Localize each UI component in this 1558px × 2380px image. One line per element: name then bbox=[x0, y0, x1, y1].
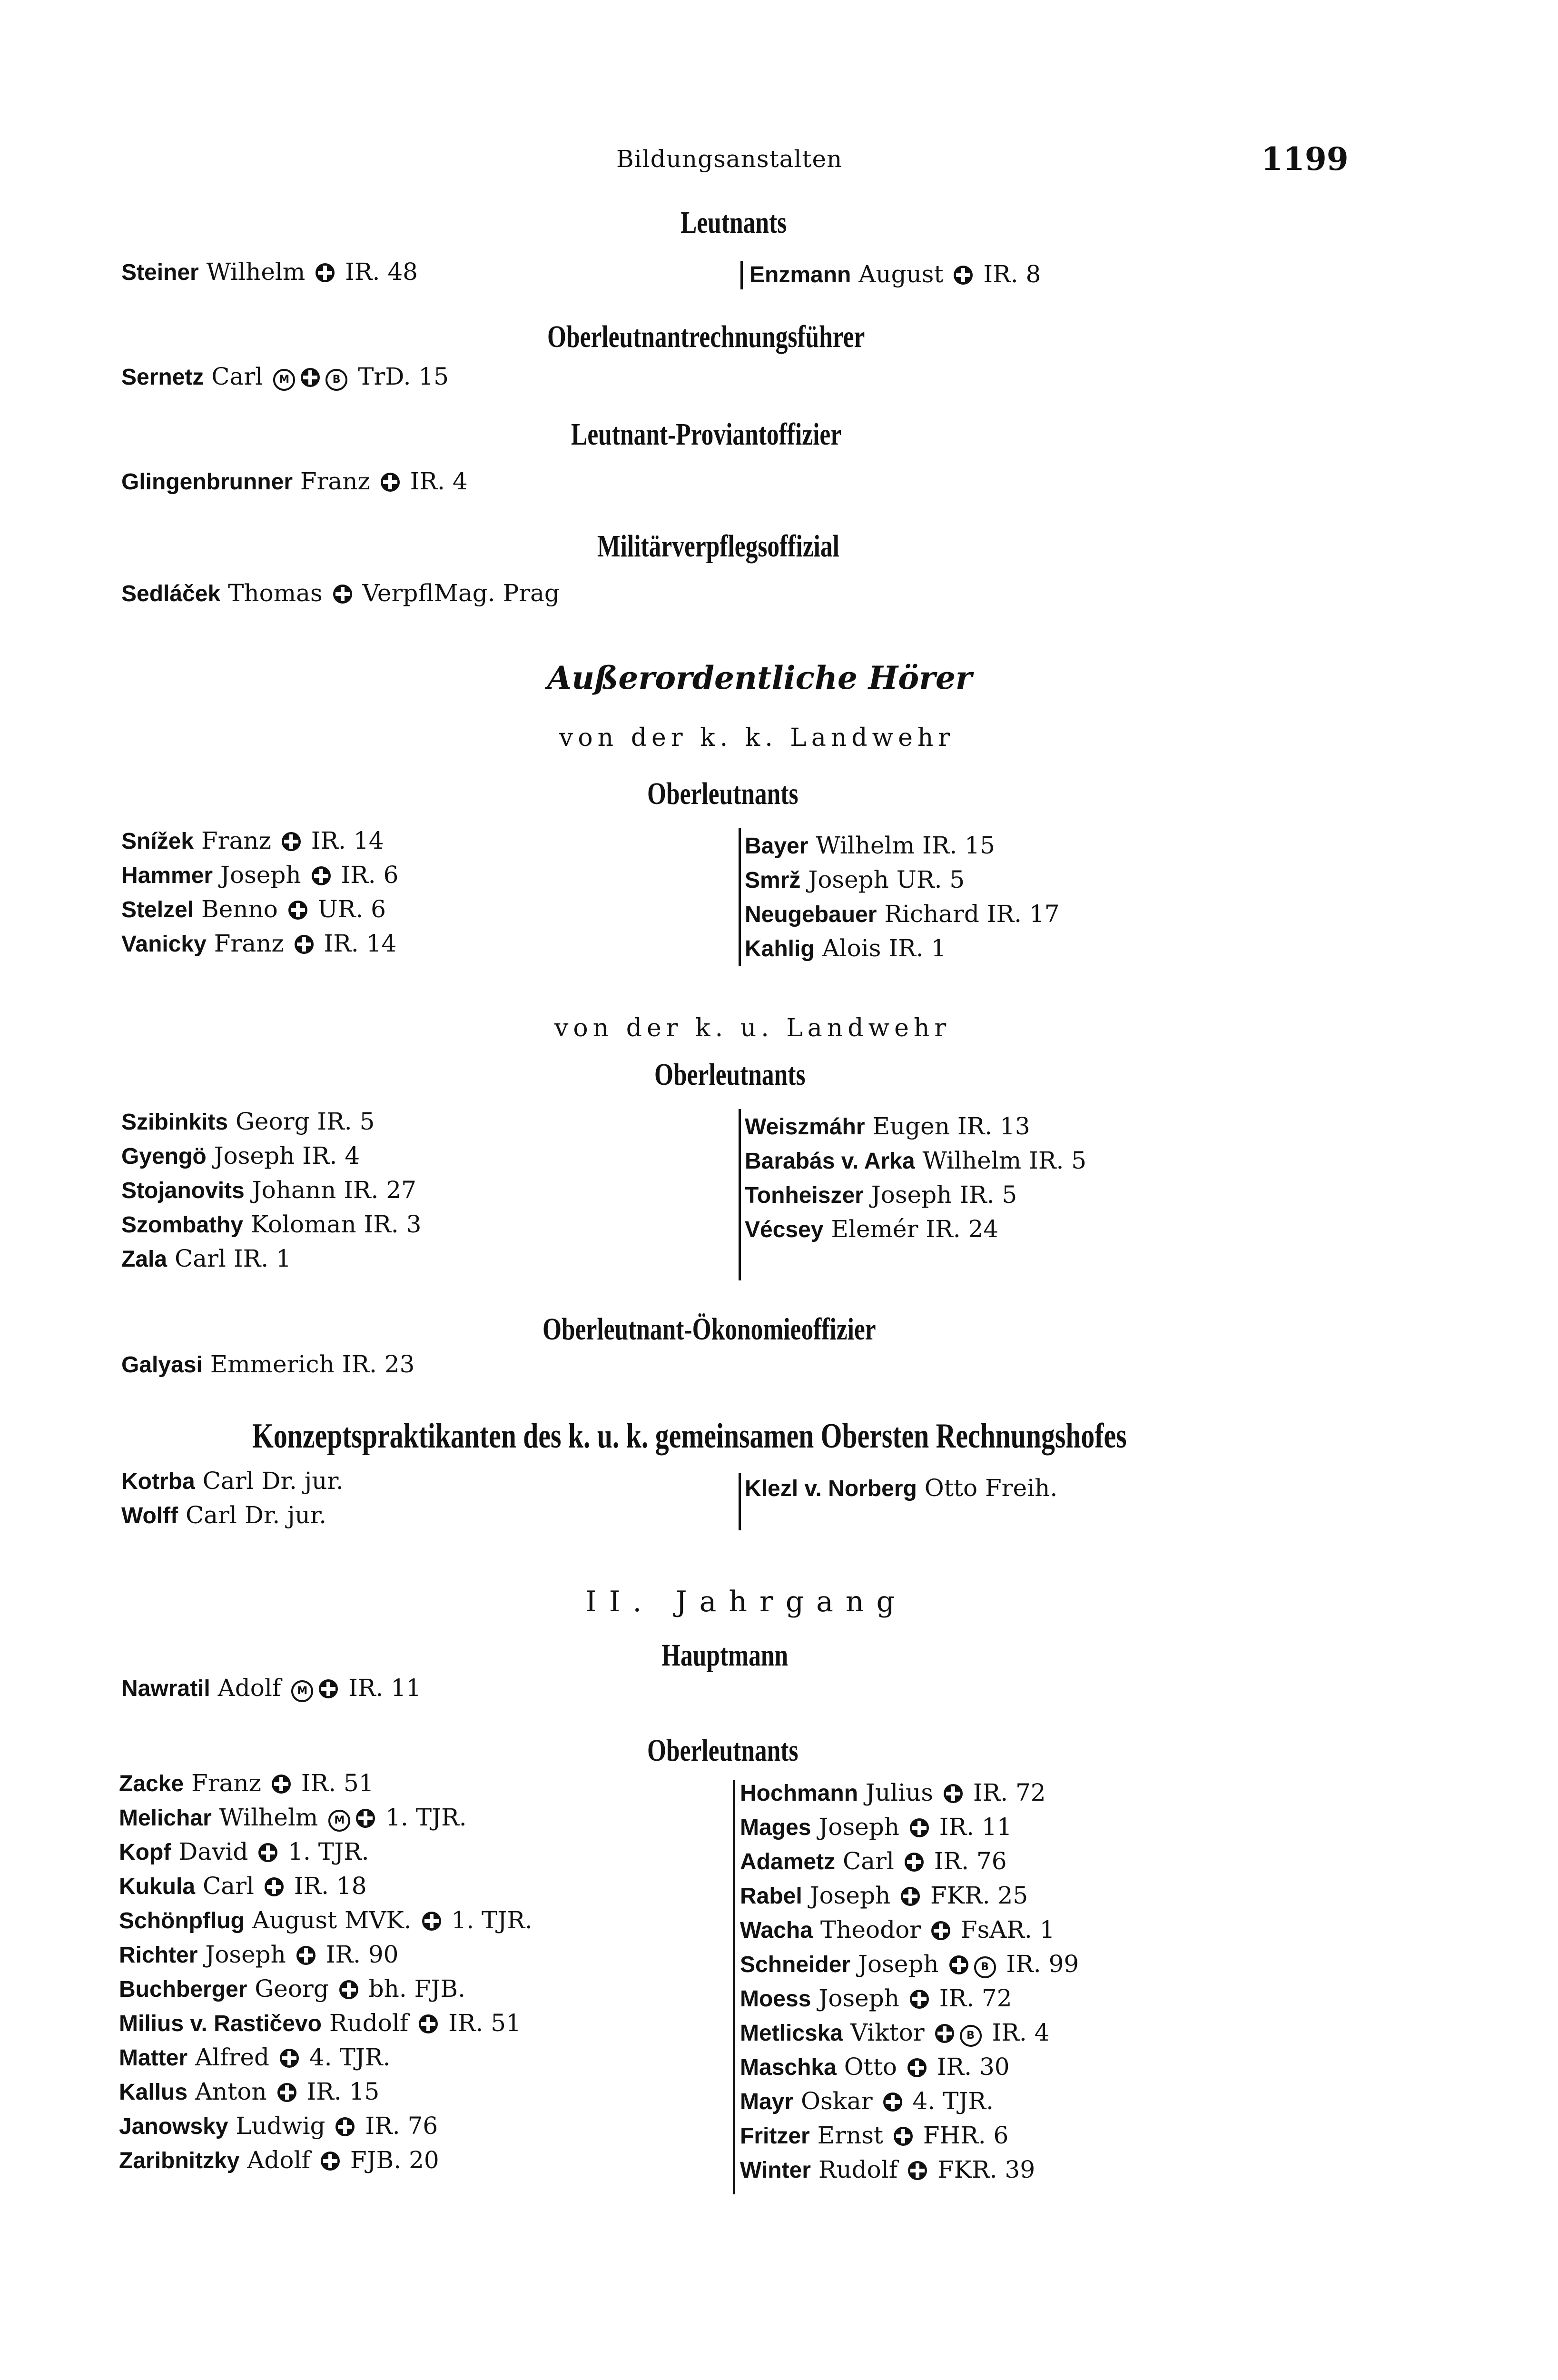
bronze-medal-badge-icon: B bbox=[974, 1956, 996, 1978]
entry-unit: VerpflMag. Prag bbox=[355, 579, 560, 607]
list-entry bbox=[740, 2084, 1079, 2118]
entry-given-name: Theodor bbox=[820, 1916, 921, 1944]
entry-surname: Hochmann bbox=[740, 1781, 858, 1806]
list-entry bbox=[745, 897, 1060, 931]
list-entry bbox=[119, 2006, 532, 2040]
entry-surname: Rabel bbox=[740, 1884, 802, 1909]
list-entry bbox=[119, 1869, 532, 1903]
entry-given-name: Oskar bbox=[800, 2087, 873, 2115]
list-entry bbox=[119, 1800, 532, 1835]
heading-leutnant-proviantoffizier: Leutnant-Proviantoffizier bbox=[571, 417, 842, 452]
entry-given-name: Carl bbox=[202, 1872, 254, 1900]
entry-unit: FKR. 39 bbox=[930, 2156, 1035, 2183]
list-entry bbox=[119, 2040, 532, 2074]
entry-unit: IR. 8 bbox=[976, 260, 1041, 288]
entry-given-name: Franz bbox=[214, 930, 284, 957]
list-entry bbox=[740, 1981, 1079, 2015]
entry-unit: IR. 1 bbox=[888, 934, 947, 962]
heading-oberleutnantrechnungsfuehrer: Oberleutnantrechnungsführer bbox=[547, 319, 865, 354]
list-entry bbox=[121, 576, 560, 610]
list-kk-right bbox=[745, 828, 1060, 965]
list-entry bbox=[121, 464, 468, 498]
cross-decoration-icon bbox=[301, 368, 320, 387]
entry-unit: 4. TJR. bbox=[905, 2087, 994, 2115]
entry-given-name: Benno bbox=[201, 895, 278, 923]
heading-ausserordentliche-hoerer: Außerordentliche Hörer bbox=[547, 659, 972, 696]
list-oberleutnants-left bbox=[119, 1766, 532, 2177]
entry-surname: Klezl v. Norberg bbox=[745, 1476, 917, 1501]
entry-surname: Stojanovits bbox=[121, 1178, 245, 1203]
entry-given-name: Alfred bbox=[195, 2043, 270, 2071]
list-entry bbox=[745, 1471, 1057, 1505]
entry-unit: FJB. 20 bbox=[342, 2146, 439, 2174]
cross-decoration-icon bbox=[258, 1843, 277, 1862]
entry-given-name: Carl bbox=[211, 363, 263, 390]
entry-surname: Sernetz bbox=[121, 365, 204, 390]
entry-unit: 1. TJR. bbox=[444, 1906, 532, 1934]
entry-given-name: Rudolf bbox=[329, 2009, 409, 2037]
entry-given-name: Joseph bbox=[220, 861, 301, 889]
entry-surname: Maschka bbox=[740, 2055, 837, 2080]
entry-surname: Buchberger bbox=[119, 1977, 247, 2002]
entry-surname: Szombathy bbox=[121, 1212, 244, 1238]
list-entry bbox=[740, 1878, 1079, 1913]
list-entry bbox=[745, 1143, 1086, 1178]
entry-surname: Milius v. Rastičevo bbox=[119, 2011, 322, 2036]
list-entry bbox=[740, 2015, 1079, 2050]
entry-surname: Zacke bbox=[119, 1771, 184, 1796]
cross-decoration-icon bbox=[312, 866, 331, 885]
entry-given-name: Otto bbox=[924, 1474, 978, 1502]
list-entry bbox=[740, 1947, 1079, 1981]
entry-unit: bh. FJB. bbox=[361, 1975, 466, 2003]
entry-unit: IR. 5 bbox=[1029, 1147, 1087, 1174]
entry-given-name: Julius bbox=[865, 1779, 934, 1806]
subheading-ku-landwehr: von der k. u. Landwehr bbox=[554, 1014, 951, 1042]
entry-unit: IR. 76 bbox=[926, 1847, 1007, 1875]
entry-unit: IR. 11 bbox=[931, 1813, 1012, 1841]
entry-surname: Stelzel bbox=[121, 897, 194, 922]
list-entry bbox=[745, 931, 1060, 965]
cross-decoration-icon bbox=[319, 1679, 338, 1698]
entry-unit: IR. 6 bbox=[333, 861, 399, 889]
entry-given-name: Wilhelm bbox=[219, 1804, 318, 1831]
entry-given-name: Joseph bbox=[858, 1950, 939, 1978]
cross-decoration-icon bbox=[910, 1818, 929, 1837]
entry-unit: Freih. bbox=[985, 1474, 1058, 1502]
entry-given-name: Johann bbox=[252, 1176, 336, 1204]
entry-given-name: Ernst bbox=[817, 2122, 883, 2149]
entry-unit: FKR. 25 bbox=[923, 1882, 1028, 1909]
entry-surname: Kopf bbox=[119, 1840, 171, 1865]
list-ku-right bbox=[745, 1109, 1086, 1246]
entry-unit: IR. 3 bbox=[364, 1210, 422, 1238]
heading-oberleutnants-ku: Oberleutnants bbox=[654, 1057, 806, 1092]
entry-surname: Gyengö bbox=[121, 1144, 207, 1169]
cross-decoration-icon bbox=[272, 1775, 291, 1794]
military-merit-badge-icon: M bbox=[328, 1810, 350, 1832]
entry-surname: Metlicska bbox=[740, 2021, 843, 2046]
list-entry bbox=[121, 892, 398, 926]
cross-decoration-icon bbox=[296, 1946, 316, 1965]
entry-surname: Schneider bbox=[740, 1952, 851, 1977]
entry-given-name: Viktor bbox=[850, 2019, 925, 2046]
list-rechnungsfuehrer bbox=[121, 359, 449, 394]
entry-unit: UR. 5 bbox=[896, 866, 965, 893]
entry-unit: IR. 76 bbox=[357, 2112, 438, 2140]
entry-given-name: Joseph bbox=[818, 1984, 899, 2012]
cross-decoration-icon bbox=[894, 2127, 913, 2146]
entry-unit: FsAR. 1 bbox=[953, 1916, 1055, 1944]
entry-unit: IR. 72 bbox=[931, 1984, 1012, 2012]
entry-surname: Adametz bbox=[740, 1849, 836, 1874]
list-entry bbox=[740, 1913, 1079, 1947]
entry-unit: IR. 48 bbox=[337, 258, 418, 286]
entry-given-name: Franz bbox=[300, 467, 370, 495]
cross-decoration-icon bbox=[316, 263, 335, 282]
entry-unit: IR. 15 bbox=[922, 832, 995, 859]
list-leutnants-left bbox=[121, 255, 418, 289]
entry-given-name: Richard bbox=[884, 900, 979, 928]
entry-surname: Janowsky bbox=[119, 2114, 228, 2139]
military-merit-badge-icon: M bbox=[273, 369, 295, 391]
column-divider bbox=[739, 828, 741, 966]
entry-unit: IR. 99 bbox=[998, 1950, 1079, 1978]
entry-surname: Kallus bbox=[119, 2080, 188, 2105]
entry-given-name: Elemér bbox=[831, 1215, 918, 1243]
list-entry bbox=[121, 1139, 421, 1173]
entry-given-name: David bbox=[178, 1838, 248, 1865]
column-divider bbox=[739, 1473, 741, 1530]
entry-given-name: Wilhelm bbox=[922, 1147, 1022, 1174]
column-divider bbox=[733, 1780, 735, 2194]
entry-unit: TrD. 15 bbox=[350, 363, 449, 390]
cross-decoration-icon bbox=[908, 2161, 927, 2180]
entry-extra: MVK. bbox=[345, 1906, 412, 1934]
entry-surname: Wacha bbox=[740, 1918, 813, 1943]
entry-unit: IR. 13 bbox=[957, 1112, 1030, 1140]
entry-unit: IR. 5 bbox=[317, 1108, 375, 1135]
list-entry bbox=[740, 1810, 1079, 1844]
page-number: 1199 bbox=[1261, 140, 1349, 178]
subheading-kk-landwehr: von der k. k. Landwehr bbox=[559, 724, 955, 752]
cross-decoration-icon bbox=[905, 1853, 924, 1872]
entry-given-name: Adolf bbox=[217, 1674, 281, 1702]
running-header: Bildungsanstalten bbox=[616, 145, 843, 173]
cross-decoration-icon bbox=[265, 1877, 284, 1896]
entry-unit: IR. 27 bbox=[344, 1176, 416, 1204]
entry-surname: Moess bbox=[740, 1986, 811, 2012]
list-entry bbox=[121, 1207, 421, 1241]
entry-given-name: Joseph bbox=[214, 1142, 295, 1170]
bronze-medal-badge-icon: B bbox=[325, 369, 347, 391]
entry-given-name: Emmerich bbox=[210, 1350, 335, 1378]
entry-surname: Kahlig bbox=[745, 936, 815, 962]
list-konzeptspraktikanten-left bbox=[121, 1464, 344, 1532]
cross-decoration-icon bbox=[381, 473, 400, 492]
cross-decoration-icon bbox=[935, 2024, 954, 2043]
list-entry bbox=[740, 1775, 1079, 1810]
list-entry bbox=[745, 863, 1060, 897]
entry-surname: Nawratil bbox=[121, 1676, 210, 1701]
list-leutnants-right bbox=[749, 257, 1041, 291]
entry-surname: Enzmann bbox=[749, 262, 851, 288]
entry-given-name: Otto bbox=[844, 2053, 897, 2081]
list-konzeptspraktikanten-right bbox=[745, 1471, 1057, 1505]
list-entry bbox=[740, 2050, 1079, 2084]
entry-surname: Mages bbox=[740, 1815, 811, 1840]
entry-given-name: Joseph bbox=[808, 866, 889, 893]
cross-decoration-icon bbox=[422, 1912, 441, 1931]
entry-unit: IR. 4 bbox=[984, 2019, 1050, 2046]
list-oberleutnants-right bbox=[740, 1775, 1079, 2187]
entry-surname: Steiner bbox=[121, 260, 199, 285]
cross-decoration-icon bbox=[944, 1784, 963, 1803]
list-entry bbox=[119, 1937, 532, 1972]
entry-unit: IR. 51 bbox=[441, 2009, 521, 2037]
entry-given-name: Georg bbox=[255, 1975, 329, 2003]
entry-unit: 1. TJR. bbox=[280, 1838, 369, 1865]
list-entry bbox=[121, 926, 398, 961]
cross-decoration-icon bbox=[954, 266, 973, 285]
list-entry bbox=[745, 1178, 1086, 1212]
entry-unit: IR. 51 bbox=[293, 1769, 374, 1797]
entry-surname: Snížek bbox=[121, 829, 194, 854]
list-entry bbox=[121, 255, 418, 289]
list-entry bbox=[121, 1498, 344, 1532]
list-entry bbox=[119, 1835, 532, 1869]
list-entry bbox=[745, 1212, 1086, 1246]
entry-unit: IR. 30 bbox=[929, 2053, 1010, 2081]
entry-surname: Winter bbox=[740, 2158, 811, 2183]
entry-surname: Matter bbox=[119, 2045, 188, 2071]
entry-unit: IR. 11 bbox=[341, 1674, 421, 1702]
cross-decoration-icon bbox=[910, 1990, 929, 2009]
entry-surname: Mayr bbox=[740, 2089, 794, 2114]
entry-surname: Sedláček bbox=[121, 581, 221, 606]
entry-unit: Dr. jur. bbox=[244, 1501, 327, 1529]
entry-given-name: Carl bbox=[185, 1501, 237, 1529]
entry-surname: Fritzer bbox=[740, 2123, 810, 2149]
list-oekonomieoffizier bbox=[121, 1347, 414, 1381]
entry-given-name: Koloman bbox=[250, 1210, 356, 1238]
heading-oberleutnant-oekonomieoffizier: Oberleutnant-Ökonomieoffizier bbox=[542, 1312, 876, 1347]
list-entry bbox=[121, 1464, 344, 1498]
entry-given-name: Joseph bbox=[871, 1181, 952, 1209]
cross-decoration-icon bbox=[280, 2049, 299, 2068]
entry-unit: IR. 15 bbox=[299, 2078, 380, 2105]
entry-surname: Smrž bbox=[745, 868, 801, 893]
entry-surname: Zaribnitzky bbox=[119, 2148, 240, 2173]
list-hauptmann bbox=[121, 1671, 421, 1705]
entry-surname: Barabás v. Arka bbox=[745, 1149, 915, 1174]
list-entry bbox=[119, 2074, 532, 2109]
cross-decoration-icon bbox=[288, 901, 307, 920]
entry-surname: Neugebauer bbox=[745, 902, 877, 927]
list-entry bbox=[745, 1109, 1086, 1143]
entry-surname: Melichar bbox=[119, 1805, 212, 1831]
entry-unit: IR. 4 bbox=[302, 1142, 360, 1170]
entry-given-name: Franz bbox=[201, 827, 271, 854]
entry-unit: IR. 18 bbox=[286, 1872, 367, 1900]
entry-surname: Vécsey bbox=[745, 1217, 824, 1242]
heading-oberleutnants-jahrgang2: Oberleutnants bbox=[647, 1733, 799, 1768]
entry-given-name: Anton bbox=[195, 2078, 267, 2105]
entry-unit: IR. 90 bbox=[318, 1941, 399, 1968]
entry-unit: IR. 72 bbox=[965, 1779, 1046, 1806]
entry-given-name: Carl bbox=[174, 1245, 226, 1272]
cross-decoration-icon bbox=[333, 585, 352, 604]
list-entry bbox=[121, 823, 398, 858]
list-entry bbox=[740, 1844, 1079, 1878]
list-entry bbox=[119, 1903, 532, 1937]
entry-surname: Galyasi bbox=[121, 1352, 203, 1378]
entry-surname: Kotrba bbox=[121, 1469, 195, 1494]
cross-decoration-icon bbox=[277, 2083, 296, 2102]
list-entry bbox=[740, 2118, 1079, 2152]
entry-surname: Weiszmáhr bbox=[745, 1114, 865, 1140]
cross-decoration-icon bbox=[339, 1980, 358, 1999]
list-kk-left bbox=[121, 823, 398, 961]
entry-given-name: August bbox=[858, 260, 944, 288]
cross-decoration-icon bbox=[883, 2092, 902, 2112]
entry-given-name: Wilhelm bbox=[206, 258, 306, 286]
cross-decoration-icon bbox=[321, 2152, 340, 2171]
entry-surname: Zala bbox=[121, 1247, 168, 1272]
cross-decoration-icon bbox=[901, 1887, 920, 1906]
cross-decoration-icon bbox=[949, 1955, 968, 1974]
entry-surname: Vanicky bbox=[121, 932, 207, 957]
heading-konzeptspraktikanten: Konzeptspraktikanten des k. u. k. gemeinsamen Obersten Rechnungshofes bbox=[252, 1417, 1127, 1456]
entry-given-name: Alois bbox=[822, 934, 881, 962]
entry-given-name: Adolf bbox=[247, 2146, 311, 2174]
entry-unit: IR. 4 bbox=[402, 467, 468, 495]
entry-given-name: Joseph bbox=[809, 1882, 891, 1909]
cross-decoration-icon bbox=[295, 935, 314, 954]
entry-surname: Hammer bbox=[121, 863, 213, 888]
list-entry bbox=[121, 1241, 421, 1276]
list-entry bbox=[749, 257, 1041, 291]
entry-given-name: Eugen bbox=[872, 1112, 950, 1140]
entry-surname: Szibinkits bbox=[121, 1110, 228, 1135]
entry-unit: 1. TJR. bbox=[378, 1804, 467, 1831]
list-entry bbox=[119, 2143, 532, 2177]
entry-surname: Glingenbrunner bbox=[121, 469, 293, 495]
entry-surname: Wolff bbox=[121, 1503, 178, 1528]
cross-decoration-icon bbox=[931, 1921, 950, 1940]
heading-oberleutnants-kk: Oberleutnants bbox=[647, 776, 799, 811]
military-merit-badge-icon: M bbox=[291, 1680, 313, 1702]
entry-surname: Schönpflug bbox=[119, 1908, 245, 1934]
cross-decoration-icon bbox=[356, 1809, 375, 1828]
list-entry bbox=[121, 858, 398, 892]
entry-unit: IR. 5 bbox=[959, 1181, 1017, 1209]
entry-unit: FHR. 6 bbox=[915, 2122, 1009, 2149]
list-entry bbox=[119, 1972, 532, 2006]
entry-surname: Kukula bbox=[119, 1874, 196, 1899]
entry-given-name: Thomas bbox=[228, 579, 323, 607]
entry-unit: IR. 23 bbox=[342, 1350, 415, 1378]
cross-decoration-icon bbox=[419, 2014, 438, 2033]
list-entry bbox=[121, 1104, 421, 1139]
list-ku-left bbox=[121, 1104, 421, 1276]
list-entry bbox=[740, 2152, 1079, 2187]
entry-given-name: Ludwig bbox=[236, 2112, 325, 2140]
entry-unit: IR. 1 bbox=[233, 1245, 291, 1272]
list-entry bbox=[745, 828, 1060, 863]
entry-given-name: Carl bbox=[842, 1847, 894, 1875]
list-entry bbox=[119, 2109, 532, 2143]
list-verpflegsoffizial bbox=[121, 576, 560, 610]
cross-decoration-icon bbox=[335, 2117, 355, 2136]
list-entry bbox=[119, 1766, 532, 1800]
entry-unit: 4. TJR. bbox=[301, 2043, 391, 2071]
list-entry bbox=[121, 1347, 414, 1381]
cross-decoration-icon bbox=[907, 2058, 927, 2077]
entry-given-name: Joseph bbox=[818, 1813, 899, 1841]
list-entry bbox=[121, 1173, 421, 1207]
heading-jahrgang: II. Jahrgang bbox=[585, 1585, 907, 1618]
entry-surname: Tonheiszer bbox=[745, 1183, 864, 1208]
entry-unit: IR. 14 bbox=[303, 827, 384, 854]
heading-leutnants: Leutnants bbox=[680, 205, 787, 240]
heading-militaerverpflegsoffizial: Militärverpflegsoffizial bbox=[597, 529, 839, 564]
entry-given-name: Georg bbox=[235, 1108, 310, 1135]
entry-given-name: Rudolf bbox=[818, 2156, 898, 2183]
entry-given-name: Wilhelm bbox=[816, 832, 915, 859]
cross-decoration-icon bbox=[282, 832, 301, 851]
entry-given-name: August bbox=[252, 1906, 337, 1934]
heading-hauptmann: Hauptmann bbox=[661, 1638, 789, 1673]
entry-surname: Bayer bbox=[745, 833, 809, 859]
entry-given-name: Franz bbox=[191, 1769, 261, 1797]
entry-surname: Richter bbox=[119, 1943, 198, 1968]
entry-given-name: Joseph bbox=[205, 1941, 286, 1968]
entry-unit: UR. 6 bbox=[310, 895, 386, 923]
column-divider bbox=[739, 1109, 741, 1280]
entry-unit: Dr. jur. bbox=[261, 1467, 344, 1495]
list-entry bbox=[121, 1671, 421, 1705]
entry-unit: IR. 17 bbox=[986, 900, 1060, 928]
bronze-medal-badge-icon: B bbox=[960, 2025, 982, 2047]
entry-unit: IR. 14 bbox=[316, 930, 397, 957]
column-divider bbox=[740, 261, 743, 289]
list-proviantoffizier bbox=[121, 464, 468, 498]
entry-given-name: Carl bbox=[202, 1467, 254, 1495]
entry-unit: IR. 24 bbox=[926, 1215, 999, 1243]
list-entry bbox=[121, 359, 449, 394]
